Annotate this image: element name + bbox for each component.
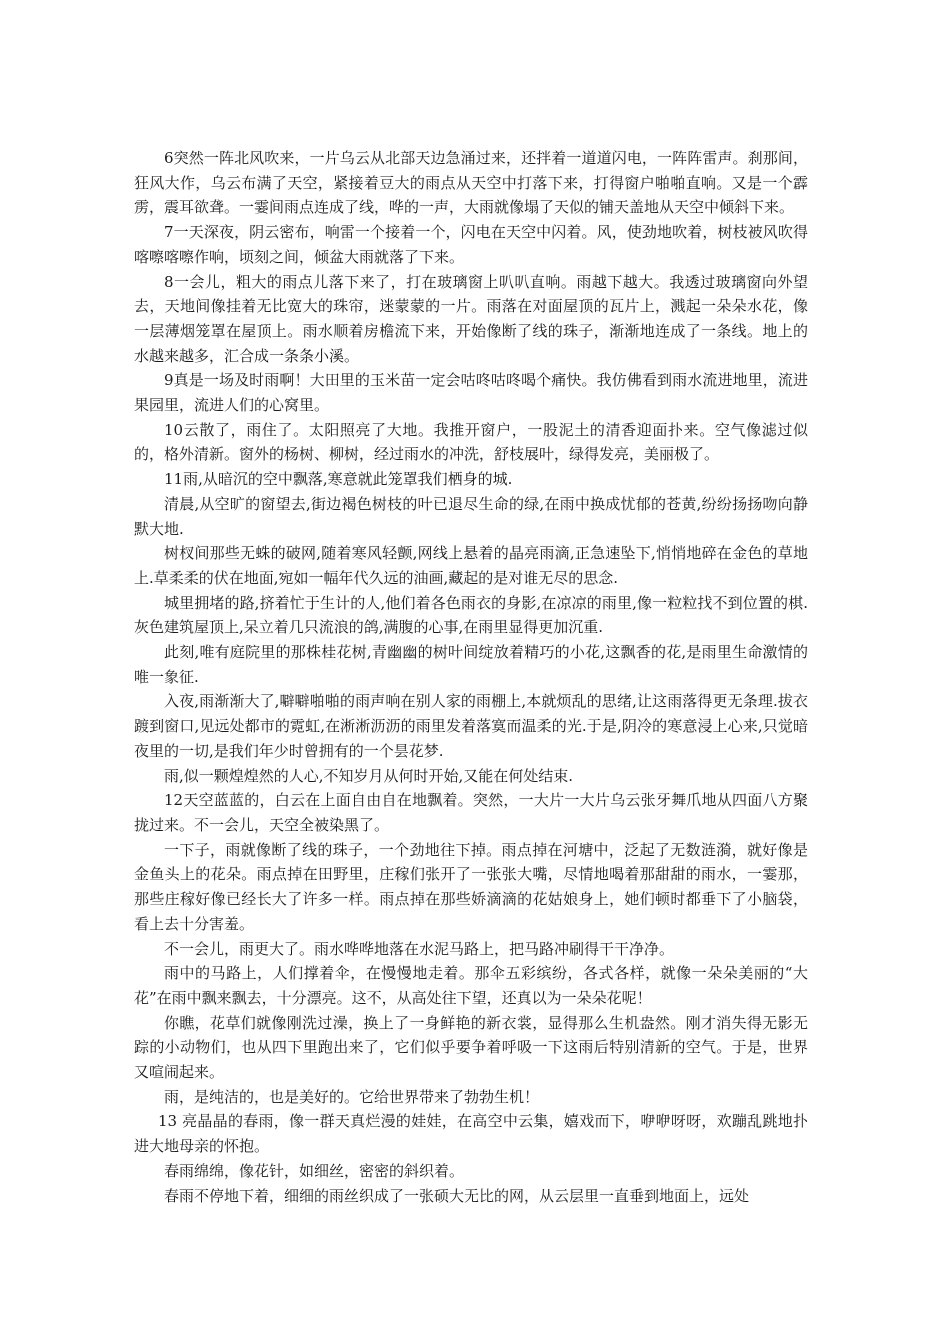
paragraph-12-after-rain: 你瞧，花草们就像刚洗过澡，换上了一身鲜艳的新衣裳，显得那么生机盎然。刚才消失得无影无踪的小动物们，也从四下里跑出来了，它们似乎要争着呼吸一下这雨后特别清新的空气。于是，世界又喧闹起来。 bbox=[134, 1013, 808, 1082]
paragraph-12-drops: 一下子，雨就像断了线的珠子，一个劲地往下掉。雨点掉在河塘中，泛起了无数涟漪，就好像是金鱼头上的花朵。雨点掉在田野里，庄稼们张开了一张张大嘴，尽情地喝着那甜甜的雨水，一霎那，那些庄稼好像已经长大了许多一样。雨点掉在那些娇滴滴的花姑娘身上，她们顿时都垂下了小脑袋，看上去十分害羞。 bbox=[134, 840, 808, 933]
paragraph-6: 6突然一阵北风吹来，一片乌云从北部天边急涌过来，还拌着一道道闪电，一阵阵雷声。刹那间，狂风大作，乌云布满了天空，紧接着豆大的雨点从天空中打落下来，打得窗户啪啪直响。又是一个霹雳，震耳欲聋。一霎间雨点连成了线，哗的一声，大雨就像塌了天似的铺天盖地从天空中倾斜下来。 bbox=[134, 149, 808, 217]
paragraph-13-intro: 13 亮晶晶的春雨，像一群天真烂漫的娃娃，在高空中云集，嬉戏而下，咿咿呀呀，欢蹦乱跳地扑进大地母亲的怀抱。 bbox=[134, 1112, 808, 1156]
paragraph-11-morning: 清晨,从空旷的窗望去,街边褐色树枝的叶已退尽生命的绿,在雨中换成忧郁的苍黄,纷纷扬扬吻向静默大地. bbox=[134, 494, 808, 538]
paragraph-13-drizzle: 春雨绵绵，像花针，如细丝，密密的斜织着。 bbox=[164, 1161, 465, 1180]
paragraph-11-night: 入夜,雨渐渐大了,噼噼啪啪的雨声响在别人家的雨棚上,本就烦乱的思绪,让这雨落得更无条理.拔衣踱到窗口,见远处都市的霓虹,在淅淅沥沥的雨里发着落寞而温柔的光.于是,阴冷的寒意浸上心来,只觉暗夜里的一切,是我们年少时曾拥有的一个昙花梦. bbox=[134, 692, 808, 760]
paragraph-13-net: 春雨不停地下着，细细的雨丝织成了一张硕大无比的网，从云层里一直垂到地面上，远处 bbox=[164, 1186, 750, 1205]
paragraph-11-city: 城里拥堵的路,挤着忙于生计的人,他们着各色雨衣的身影,在凉凉的雨里,像一粒粒找不到位置的棋.灰色建筑屋顶上,呆立着几只流浪的鸽,满腹的心事,在雨里显得更加沉重. bbox=[134, 593, 808, 637]
paragraph-12-ending: 雨，是纯洁的，也是美好的。它给世界带来了勃勃生机！ bbox=[164, 1087, 540, 1106]
document-body bbox=[134, 146, 808, 1208]
paragraph-11-osmanthus: 此刻,唯有庭院里的那株桂花树,青幽幽的树叶间绽放着精巧的小花,这飘香的花,是雨里生命激情的唯一象征. bbox=[134, 643, 808, 686]
paragraph-11-ending: 雨,似一颗煌煌然的人心,不知岁月从何时开始,又能在何处结束. bbox=[164, 766, 574, 785]
paragraph-9: 9真是一场及时雨啊！大田里的玉米苗一定会咕咚咕咚喝个痛快。我仿佛看到雨水流进地里，流进果园里，流进人们的心窝里。 bbox=[134, 371, 808, 415]
paragraph-11-intro: 11雨,从暗沉的空中飘落,寒意就此笼罩我们栖身的城. bbox=[164, 470, 513, 489]
paragraph-8: 8一会儿，粗大的雨点儿落下来了，打在玻璃窗上叭叭直响。雨越下越大。我透过玻璃窗向外望去，天地间像挂着无比宽大的珠帘，迷蒙蒙的一片。雨落在对面屋顶的瓦片上，溅起一朵朵水花，像一层薄烟笼罩在屋顶上。雨水顺着房檐流下来，开始像断了线的珠子，渐渐地连成了一条线。地上的水越来越多，汇合成一条条小溪。 bbox=[134, 272, 808, 365]
paragraph-12-intro: 12天空蓝蓝的，白云在上面自由自在地飘着。突然，一大片一大片乌云张牙舞爪地从四面八方聚拢过来。不一会儿，天空全被染黑了。 bbox=[134, 791, 808, 834]
paragraph-7: 7一天深夜，阴云密布，响雷一个接着一个，闪电在天空中闪着。风，使劲地吹着，树枝被风吹得喀嚓喀嚓作响，顷刻之间，倾盆大雨就落了下来。 bbox=[134, 223, 808, 266]
paragraph-11-web: 树杈间那些无蛛的破网,随着寒风轻颤,网线上悬着的晶亮雨滴,正急速坠下,悄悄地碎在金色的草地上.草柔柔的伏在地面,宛如一幅年代久远的油画,藏起的是对谁无尽的思念. bbox=[134, 544, 808, 587]
paragraph-12-umbrellas: 雨中的马路上，人们撑着伞，在慢慢地走着。那伞五彩缤纷，各式各样，就像一朵朵美丽的“大花”在雨中飘来飘去，十分漂亮。这不，从高处往下望，还真以为一朵朵花呢！ bbox=[134, 964, 808, 1007]
paragraph-12-heavier: 不一会儿，雨更大了。雨水哗哗地落在水泥马路上，把马路冲刷得干干净净。 bbox=[164, 939, 675, 958]
paragraph-10: 10云散了，雨住了。太阳照亮了大地。我推开窗户，一股泥土的清香迎面扑来。空气像滤过似的，格外清新。窗外的杨树、柳树，经过雨水的冲洗，舒枝展叶，绿得发亮，美丽极了。 bbox=[134, 420, 808, 464]
